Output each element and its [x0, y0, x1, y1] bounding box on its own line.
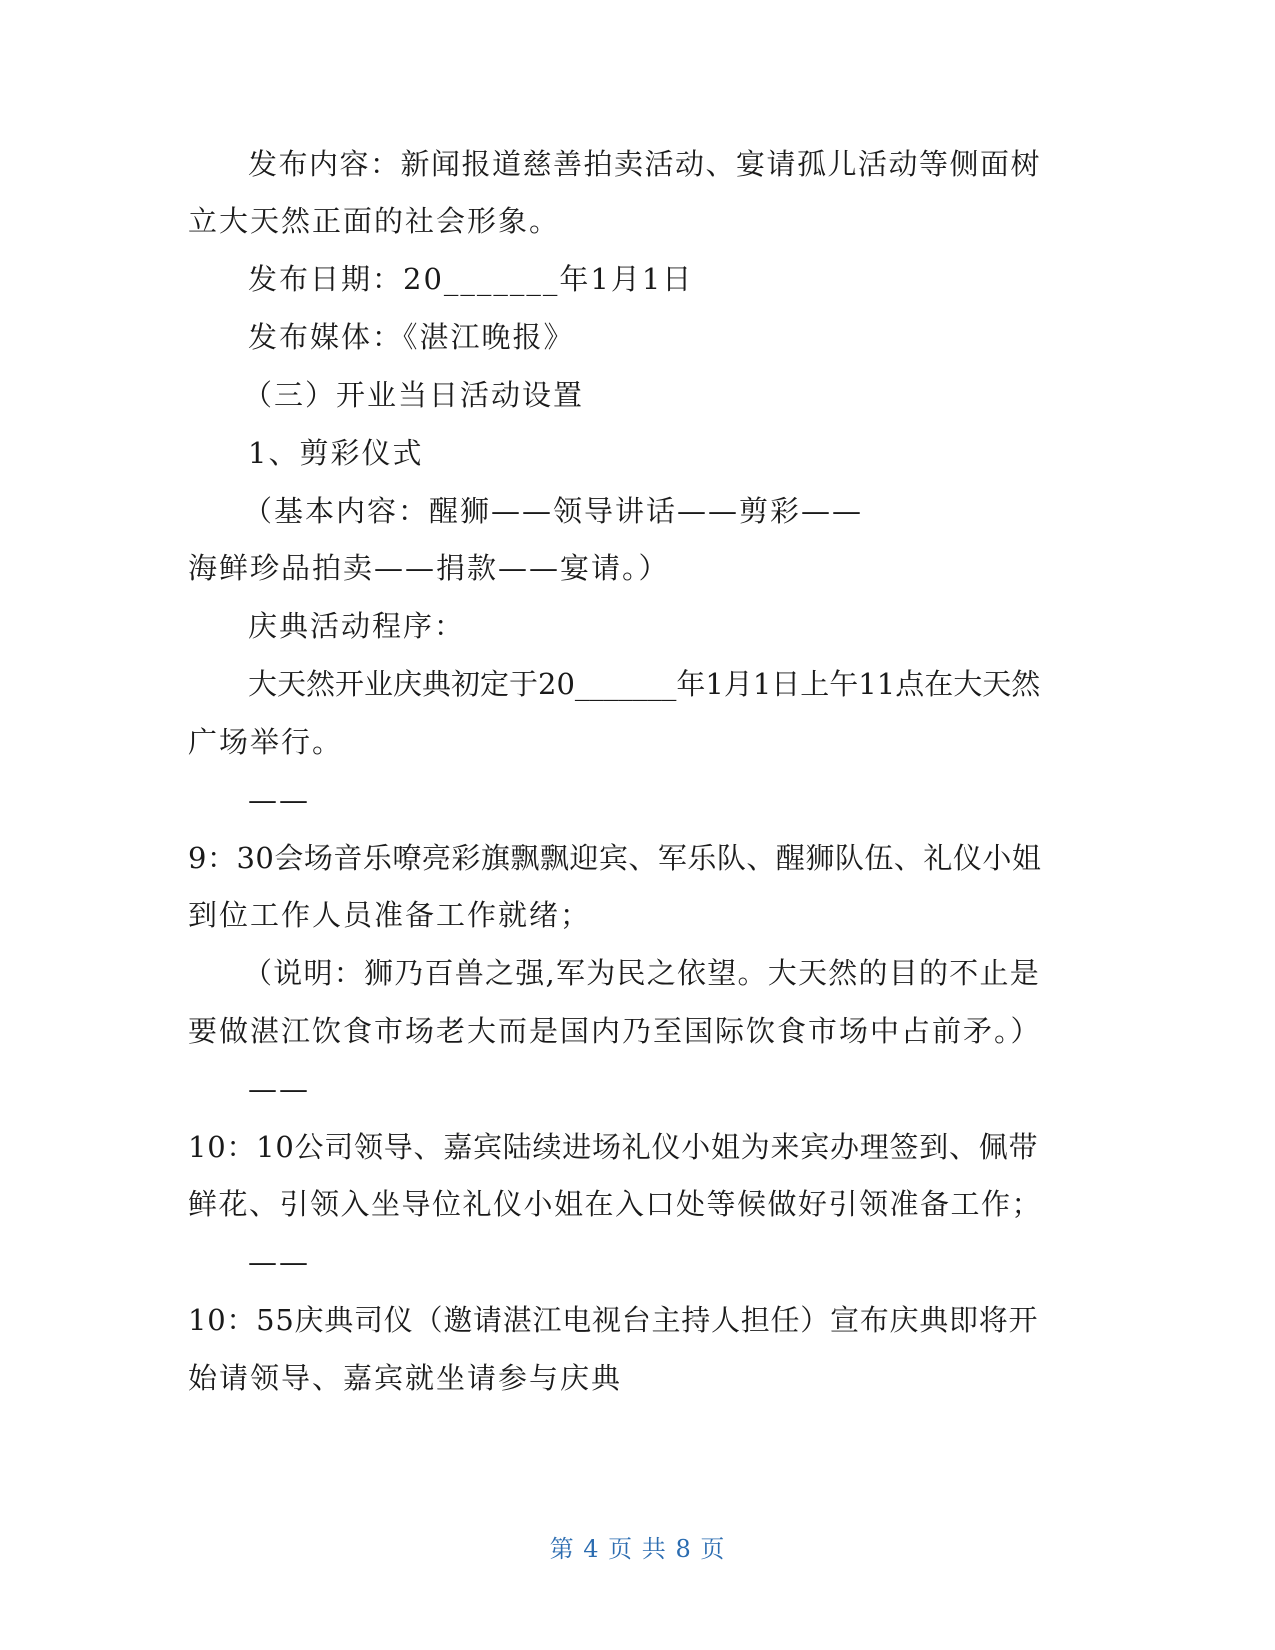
text-line: 发布内容：新闻报道慈善拍卖活动、宴请孤儿活动等侧面树: [248, 147, 1042, 181]
text-line: 到位工作人员准备工作就绪；: [188, 898, 592, 932]
dash-line: ——: [248, 1072, 310, 1106]
text-line: （说明：狮乃百兽之强,军为民之依望。大天然的目的不止是: [243, 956, 1040, 990]
text-line: 始请领导、嘉宾就坐请参与庆典: [188, 1361, 623, 1395]
text-line: 10：55庆典司仪（邀请湛江电视台主持人担任）宣布庆典即将开: [188, 1303, 1039, 1337]
page-number-footer: 第 4 页 共 8 页: [549, 1535, 726, 1563]
text-line: 发布媒体：《湛江晚报》: [248, 320, 575, 354]
text-line: 9：30会场音乐嘹亮彩旗飘飘迎宾、军乐队、醒狮队伍、礼仪小姐: [188, 841, 1042, 875]
text-line: （基本内容：醒狮——领导讲话——剪彩——: [243, 494, 864, 528]
text-line: 广场举行。: [188, 725, 344, 759]
text-line: 要做湛江饮食市场老大而是国内乃至国际饮食市场中占前矛。）: [188, 1014, 1042, 1048]
dash-line: ——: [248, 783, 310, 817]
text-line: 发布日期：20_______年1月1日: [248, 262, 694, 296]
text-line: 庆典活动程序：: [248, 609, 466, 643]
text-line: 大天然开业庆典初定于20_______年1月1日上午11点在大天然: [248, 667, 1041, 701]
text-line: 10：10公司领导、嘉宾陆续进场礼仪小姐为来宾办理签到、佩带: [188, 1130, 1039, 1164]
dash-line: ——: [248, 1245, 310, 1279]
text-line: 1、剪彩仪式: [248, 436, 424, 470]
section-heading: （三）开业当日活动设置: [243, 378, 585, 412]
text-line: 鲜花、引领入坐导位礼仪小姐在入口处等候做好引领准备工作；: [188, 1187, 1043, 1221]
text-line: 立大天然正面的社会形象。: [188, 204, 561, 238]
text-line: 海鲜珍品拍卖——捐款——宴请。）: [188, 551, 670, 585]
